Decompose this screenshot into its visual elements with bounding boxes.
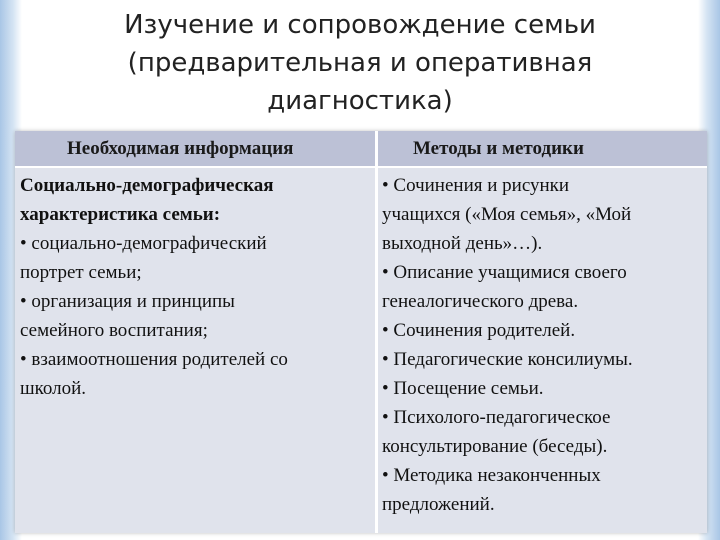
right-line: • Посещение семьи. [382, 378, 544, 399]
column-divider [375, 131, 378, 533]
header-methods: Методы и методики [413, 138, 584, 159]
left-line: школой. [20, 378, 87, 399]
cell-required-info [20, 171, 372, 403]
right-line: генеалогического древа. [382, 291, 579, 312]
right-line: • Сочинения и рисунки [382, 175, 570, 196]
left-line: • социально-демографический [20, 233, 267, 254]
right-line: учащихся («Моя семья», «Мой [382, 204, 632, 225]
table-header-row [15, 131, 707, 168]
title-line-2: (предварительная и оперативная [127, 48, 593, 78]
right-line: • Описание учащимися своего [382, 262, 627, 283]
right-line: • Сочинения родителей. [382, 320, 576, 341]
left-heading-line-1: Социально-демографическая [20, 175, 274, 196]
left-line: портрет семьи; [20, 262, 142, 283]
left-line: • организация и принципы [20, 291, 235, 312]
header-required-info: Необходимая информация [67, 138, 294, 159]
cell-methods [382, 171, 704, 519]
title-line-1: Изучение и сопровождение семьи [124, 10, 596, 40]
left-line: семейного воспитания; [20, 320, 208, 341]
right-line: выходной день»…). [382, 233, 543, 254]
info-table [15, 131, 707, 533]
title-line-3: диагностика) [267, 86, 453, 116]
right-line: • Методика незаконченных [382, 465, 601, 486]
slide-title [60, 6, 660, 120]
right-line: предложений. [382, 494, 495, 515]
right-line: • Педагогические консилиумы. [382, 349, 633, 370]
left-line: • взаимоотношения родителей со [20, 349, 288, 370]
right-line: • Психолого-педагогическое [382, 407, 611, 428]
left-heading-line-2: характеристика семьи: [20, 204, 221, 225]
right-line: консультирование (беседы). [382, 436, 608, 457]
